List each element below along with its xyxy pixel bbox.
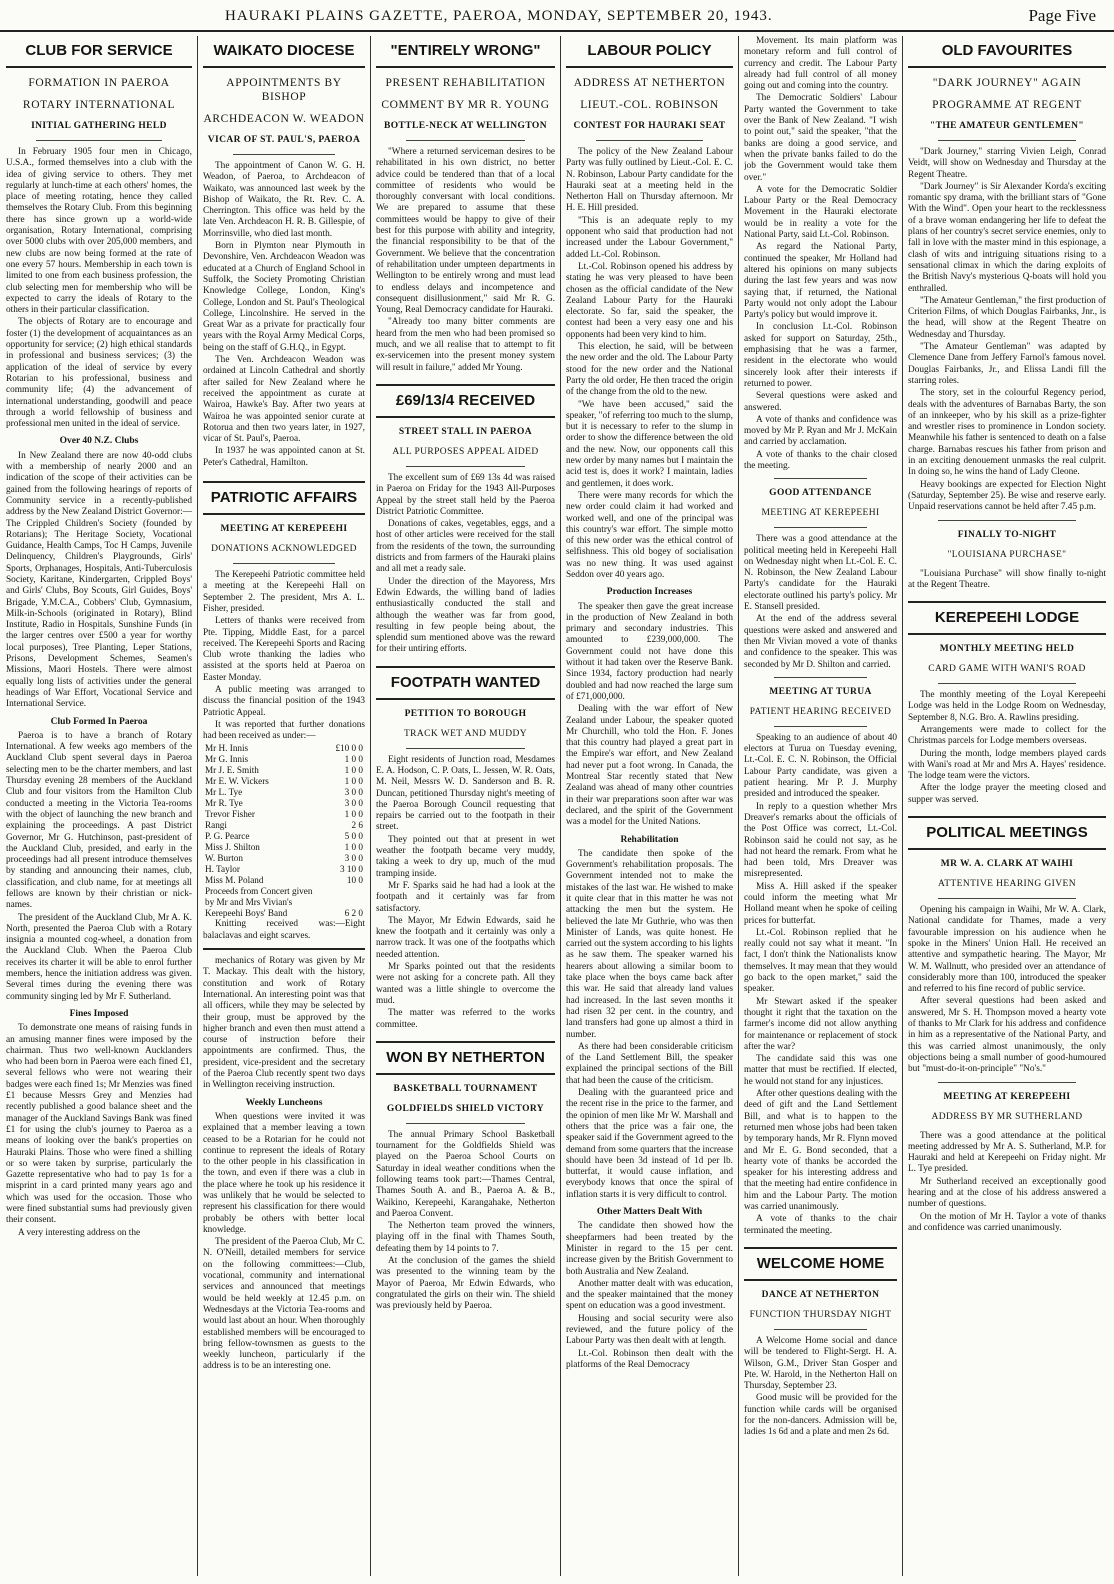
list-item: Miss M. Poland 10 0 [205, 875, 363, 886]
paragraph: Under the direction of the Mayoress, Mrs Edwin Edwards, the willing band of ladies enthusiastically conducted the stall and although the weather was far from good, resulting in few people being about, the splendid sum mentioned above was the reward for their untiring efforts. [376, 576, 555, 655]
paragraph: Dealing with the war effort of New Zealand under Labour, the speaker quoted Mr Churchill, who told the Hon. F. Jones that this country had played a great part in the Empire's war effort, and New Zealand had never put a foot wrong. In Canada, the Montreal Star recently stated that New Zealand was ahead of many other countries in their war preparations soon after war was declared, and the spirit of the Government was a model for the United Nations. [566, 704, 733, 828]
list-item: Trevor Fisher 1 0 0 [205, 809, 363, 820]
paragraph: A vote for the Democratic Soldier Labour Party or the Real Democracy Movement in the Hauraki electorate would be in reality a vote for the National Party, said Lt.-Col. Robinson. [744, 184, 897, 241]
paragraph: During the month, lodge members played cards with Wani's road at Mr and Mrs A. Hayes' residence. The lodge team were the victors. [908, 748, 1106, 782]
paragraph: As regard the National Party, continued the speaker, Mr Holland had altered his opinions on many subjects during the last few years and was now saying that, if returned, the National Party would not only adopt the Labour Party's policy but would improve it. [744, 242, 897, 321]
deck: INITIAL GATHERING HELD [31, 121, 167, 131]
deck: STREET STALL IN PAEROA [398, 426, 533, 437]
paragraph: After several questions had been asked and answered, Mr S. H. Thompson moved a hearty vote of thanks to Mr Clark for his address and confidence in him as a representative of the National Party, and this was carried almost unanimously, the only objections being a small number of good-humoured but "must-do-it-on-principle" "No's." [908, 996, 1106, 1075]
paragraph: "This is an adequate reply to my opponent who said that production had not increased under the Labour Government," added Lt.-Col. Robinson. [566, 215, 733, 260]
deck: FORMATION IN PAEROA [28, 77, 170, 89]
deck: TRACK WET AND MUDDY [403, 728, 528, 739]
deck: CONTEST FOR HAURAKI SEAT [573, 121, 726, 131]
list-item: P. G. Pearce 5 0 0 [205, 831, 363, 842]
paragraph: The Democratic Soldiers' Labour Party wanted the Government to take over the Bank of New Zealand. "I wish to point out," said the speaker, "that the banks are doing a good service, and when the private banks failed to do the job the Government would take them over." [744, 93, 897, 183]
deck: MEETING AT KEREPEEHI [220, 524, 348, 535]
subheading: Rehabilitation [620, 834, 679, 845]
paragraph: Lt.-Col. Robinson then dealt with the platforms of the Real Democracy [566, 1348, 733, 1370]
paragraph: Miss A. Hill asked if the speaker could inform the meeting what Mr Holland meant when he spoke of ceiling prices for butterfat. [744, 881, 897, 926]
paragraph: There was a good attendance at the political meeting held in Kerepeehi Hall on Wednesday night when Lt.-Col. E. C. N. Robinson, the New Zealand Labour Party's candidate for the Hauraki electorate outlined his party's policy. Mr E. Stansell presided. [744, 534, 897, 613]
deck: "LOUISIANA PURCHASE" [947, 549, 1067, 560]
subheading: Weekly Luncheons [245, 1097, 323, 1108]
headline: WELCOME HOME [756, 1254, 885, 1272]
deck: "DARK JOURNEY" AGAIN [932, 77, 1082, 89]
list-item: Mr J. E. Smith 1 0 0 [205, 765, 363, 776]
column-rule [560, 36, 561, 1576]
headline: CLUB FOR SERVICE [25, 42, 173, 59]
paragraph: Several questions were asked and answered. [744, 391, 897, 413]
subheading: GOOD ATTENDANCE [769, 488, 872, 499]
paragraph: "We have been accused," said the speaker, "of referring too much to the slump, but it is necessary to refer to the slump in order to show the difference between the old and the new. Now, our opponents call this new order by many names but I maintain the acid test is, does it work? I maintain, ladies and gentlemen, it does work. [566, 399, 733, 489]
paragraph: In conclusion Lt.-Col. Robinson asked for support on Saturday, 25th., emphasising that he was a farmer, resident in the electorate who would sincerely look after their interests if returned to power. [744, 322, 897, 389]
paragraph: On the motion of Mr H. Taylor a vote of thanks and confidence was carried unanimously. [908, 1211, 1106, 1233]
paragraph: Letters of thanks were received from Pte. Tipping, Middle East, for a parcel received. The Kerepeehi Sports and Racing Club wrote thanking the ladies who assisted at the sports held at Paeroa on Easter Monday. [203, 616, 365, 683]
deck: LIEUT.-COL. ROBINSON [580, 99, 719, 111]
headline: KEREPEEHI LODGE [934, 609, 1080, 627]
deck: ARCHDEACON W. WEADON [203, 113, 365, 125]
list-item: Mr H. Innis £10 0 0 [205, 743, 363, 754]
paragraph: The objects of Rotary are to encourage and foster (1) the development of acquaintances as an opportunity for service; (2) high ethical standards in professional and business services; (3) the application of the ideal of service by every Rotarian to his professional, business and community life; (4) the advancement of international understanding, goodwill and peace through a world fellowship of business and professional men united in the ideal of service. [6, 317, 192, 430]
paragraph: The appointment of Canon W. G. H. Weadon, of Paeroa, to Archdeacon of Waikato, was announced last week by the Bishop of Waikato, the Rt. Rev. C. A. Cherrington. This office was held by the late Ven. Archdeacon H. R. B. Gillespie, of Morrinsville, who died last month. [203, 161, 365, 239]
paragraph: Housing and social security were also reviewed, and the future policy of the Labour Party was then dealt with at length. [566, 1313, 733, 1347]
paragraph: Mr Sparks pointed out that the residents were not asking for a concrete path. All they wanted was a little shingle to overcome the mud. [376, 962, 555, 1006]
paragraph: A vote of thanks to the chair closed the meeting. [744, 449, 897, 471]
headline: OLD FAVOURITES [941, 42, 1073, 59]
subheading: FINALLY TO-NIGHT [957, 529, 1057, 540]
deck: CARD GAME WITH WANI'S ROAD [928, 664, 1086, 675]
column-rule [738, 36, 739, 1576]
deck: DONATIONS ACKNOWLEDGED [211, 544, 357, 555]
deck: FUNCTION THURSDAY NIGHT [749, 1309, 892, 1320]
paragraph: A very interesting address on the [18, 1227, 141, 1238]
deck: PRESENT REHABILITATION [385, 77, 546, 89]
paragraph: Mr Sutherland received an exceptionally good hearing and at the close of his address answered a number of questions. [908, 1176, 1106, 1210]
deck: GOLDFIELDS SHIELD VICTORY [386, 1103, 545, 1114]
donations-list [203, 743, 365, 919]
paragraph: Knitting received was:—Eight balaclavas and eight scarves. [203, 919, 365, 941]
paragraph: They pointed out that at present in wet weather the footpath became very muddy, taking a week to dry up, much of the mud tramping inside. [376, 834, 555, 879]
deck: PETITION TO BOROUGH [404, 708, 527, 719]
paragraph: The monthly meeting of the Loyal Kerepeehi Lodge was held in the Lodge Room on Wednesday, September 8, N.G. Bro. A. Rawlins presiding. [908, 690, 1106, 723]
deck: MR W. A. CLARK AT WAIHI [940, 859, 1074, 870]
column-4 [566, 36, 733, 1576]
column-1 [6, 36, 192, 1576]
paragraph: "Already too many bitter comments are heard from the men who had been promised so much, and we all realise that to attempt to fit ex-servicemen into the present money system will result in failure," added Mr Young. [376, 317, 555, 373]
paragraph: A vote of thanks and confidence was moved by Mr P. Ryan and Mr J. McKain and carried by acclamation. [744, 414, 897, 448]
paragraph: The president of the Auckland Club, Mr A. K. North, presented the Paeroa Club with a Rotary insignia a mounted cog-wheel, a donation from the Auckland Club. When the Paeroa Club receives its charter it will be able to enrol further members, hence the initiation address was given. Several times during the evening there was community singing led by Mr F. Sutherland. [6, 912, 192, 1002]
deck: BOTTLE-NECK AT WELLINGTON [384, 121, 547, 131]
column-6 [908, 36, 1106, 1576]
paragraph: There was a good attendance at the political meeting addressed by Mr A. S. Sutherland, M.P. for Hauraki and held at Kerepeehi on Friday night. Mr L. Tye presided. [908, 1130, 1106, 1175]
deck: ADDRESS AT NETHERTON [573, 77, 726, 89]
deck: COMMENT BY MR R. YOUNG [381, 99, 550, 111]
paragraph: The matter was referred to the works committee. [376, 1008, 555, 1030]
column-5 [744, 36, 897, 1576]
paragraph: In reply to a question whether Mrs Dreaver's remarks about the officials of the Post Office was correct, Lt.-Col. Robinson said he could not say, as he had not heard the remark. From what he had been told, Mrs Dreaver was misrepresented. [744, 801, 897, 880]
paragraph: A vote of thanks to the chair terminated the meeting. [744, 1214, 897, 1236]
paragraph: "The Amateur Gentleman," the first production of Criterion Films, of which Douglas Fairbanks, Jnr., is the head, will show at the Regent Theatre on Wednesday and Thursday. [908, 295, 1106, 340]
list-item: W. Burton 3 0 0 [205, 853, 363, 864]
subheading: Fines Imposed [69, 1008, 129, 1019]
deck: DANCE AT NETHERTON [761, 1289, 880, 1300]
deck: ROTARY INTERNATIONAL [22, 99, 176, 111]
paragraph: There were many records for which the new order could claim it had worked and worked well, and one of the principal was this country's war effort. The simple motto of this new order was the ethical control of selfishness. This old bogey of socialisation was no new thing. It was used against Seddon over 40 years ago. [566, 490, 733, 580]
paragraph: Dealing with the guaranteed price and the recent rise in the price to the farmer, and the opinion of men like Mr W. Marshall and others that the price was a fair one, the speaker said if the Government agreed to the demand from some quarters that the increase should have been 3d instead of 1d per lb. butterfat, it would cause inflation, and everybody knows that once the spiral of inflation starts it is very difficult to control. [566, 1088, 733, 1200]
paragraph: Heavy bookings are expected for Election Night (Saturday, September 25). Be wise and reserve early. Unpaid reservations cannot be held after 7.45 p.m. [908, 479, 1106, 513]
deck: ATTENTIVE HEARING GIVEN [938, 879, 1076, 890]
paragraph: "Louisiana Purchase" will show finally to-night at the Regent Theatre. [908, 568, 1106, 590]
deck: ADDRESS BY MR SUTHERLAND [931, 1111, 1083, 1122]
list-item: Proceeds from Concert given by Mr and Mrs Vivian's Kerepeehi Boys' Band 6 2 0 [205, 886, 363, 919]
paragraph: The candidate said this was one matter that must be rectified. If elected, he would not stand for any injustices. [744, 1054, 897, 1087]
paragraph: "Dark Journey," starring Vivien Leigh, Conrad Veidt, will show on Wednesday and Thursday at the Regent Theatre. [908, 147, 1106, 180]
paragraph: Lt.-Col. Robinson replied that he really could not say what it meant. "In fact, I don't think the Nationalists know themselves. It may mean that they would go back to the open market," said the speaker. [744, 927, 897, 995]
paragraph: Mr Stewart asked if the speaker thought it right that the taxation on the farmer's income did not allow anything for maintenance or replacement of stock after the war? [744, 996, 897, 1052]
paragraph: "Dark Journey" is Sir Alexander Korda's exciting romantic spy drama, with the brilliant stars of "Gone With the Wind". Open your heart to the recklessness of a brave woman endangering her life to defeat the plans of her country's secret service enemies, only to fall in love with the master mind in this espionage, a clash of wits and intriguing situations rising to a sensational climax in which the daring exploits of the British Navy's mysterious Q-boats will hold you enthralled. [908, 181, 1106, 294]
paragraph: "The Amateur Gentleman" was adapted by Clemence Dane from Jeffery Farnol's famous novel. Douglas Fairbanks, Jr., and Elissa Landi fill the starring roles. [908, 342, 1106, 386]
deck: "THE AMATEUR GENTLEMEN" [929, 121, 1085, 131]
paragraph: The excellent sum of £69 13s 4d was raised in Paeroa on Friday for the 1943 All-Purposes Appeal by the street stall held by the Paeroa District Patriotic Committee. [376, 472, 555, 517]
paragraph: It was reported that further donations had been received as under:— [203, 719, 365, 742]
paragraph: In New Zealand there are now 40-odd clubs with a membership of nearly 2000 and an indication of the scope of their activities can be gained from the following hearings of reports of Community service in a recently-published address by the New Zealand District Governor:—The Crippled Children's Society (founded by Rotarians); The Heritage Society, Vocational Guidance, Health Camps, Toc H Camps, Juvenile Delinquency, Children's Playgrounds, Girls' Sports, Orphanages, Hospitals, Anti-Tuberculosis Society, Karitane, Kindergarten, Crippled Boys' and Girls' Clubs, Boy Scouts, Girl Guides, Boys' Brigade, Y.M.C.A., Cobbers' Club, Gymnasium, Milk-in-Schools (originated in Rotary), Blind Institute, Radio in Hospitals, Sunshine Funds (in the larger centres over £500 a year for worthy local purposes), Tree Planting, Leper Stations, Prisons, Development Schemes, Seamen's Missions, Maori Hostels. There were almost equally long lists of activities under the general headings of War Effort, Vocational Service and International Service. [6, 450, 192, 710]
paragraph: At the conclusion of the games the shield was presented to the winning team by the Mayor of Paeroa, Mr Edwin Edwards, who congratulated the girls on their win. The shield was previously held by Paeroa. [376, 1256, 555, 1312]
paragraph: The policy of the New Zealand Labour Party was fully outlined by Lieut.-Col. E. C. N. Robinson, Labour Party candidate for the Hauraki seat at a meeting held in the Netherton Hall on Thursday afternoon. Mr H. E. Hill presided. [566, 147, 733, 214]
paragraph: The Kerepeehi Patriotic committee held a meeting at the Kerepeehi Hall on September 2. The president, Mrs A. L. Fisher, presided. [203, 570, 365, 614]
paragraph: The annual Primary School Basketball tournament for the Goldfields Shield was played on the Paeroa School Courts on Saturday in ideal weather conditions when the following teams took part:—Thames Central, Thames South A. and B., Paeroa A. & B., Waikino, Kerepeehi, Karangahake, Netherton and Paeroa Convent. [376, 1129, 555, 1219]
paragraph: "Where a returned serviceman desires to be rehabilitated in his own district, no better advice could be tendered than that of a local committee of residents who would be thoroughly conversant with local conditions. We are prepared to assume that these committees would be happy to give of their best for this purpose with ability and integrity, the financial responsibility to be that of the Government. We believe that the concentration of rehabilitation under umpteen departments in Wellington to be entirely wrong and must lead to endless delays and incompetence and consequent disillusionment," said Mr R. G. Young, Real Democracy candidate for Hauraki. [376, 147, 555, 316]
column-2 [203, 36, 365, 1576]
paragraph: A Welcome Home social and dance will be tendered to Flight-Sergt. H. A. Wilson, G.M., Driver Stan Gosper and Pte. W. Harold, in the Netherton Hall on Thursday, September 23. [744, 1335, 897, 1392]
subheading: MEETING AT KEREPEEHI [943, 1091, 1071, 1102]
paragraph: After other questions dealing with the deed of gift and the Land Settlement Bill, and what is to happen to the returned men whose jobs had been taken by temporary hands, Mr R. Flynn moved and Mr E. G. Bond seconded, that a hearty vote of thanks be accorded the speaker for his interesting address and that the meeting had entire confidence in him and the Labour Party. The motion was carried unanimously. [744, 1089, 897, 1213]
page-number: Page Five [1028, 6, 1096, 25]
paragraph: Movement. Its main platform was monetary reform and full control of currency and credit. The Labour Party already had full control of all money going out and coming into the country. [744, 36, 897, 92]
paragraph: The speaker then gave the great increase in the production of New Zealand in both primary and secondary industries. This amounted to £239,000,000. The Government could not have done this without it had taken over the Reserve Bank. Since 1934, factory production had nearly doubled and had now reached the large sum of £71,000,000. [566, 601, 733, 702]
column-3 [376, 36, 555, 1576]
subheading: Club Formed In Paeroa [50, 716, 148, 727]
paragraph: In 1937 he was appointed canon at St. Peter's Cathedral, Hamilton. [203, 446, 365, 468]
paragraph: Donations of cakes, vegetables, eggs, and a host of other articles were received for the stall from the residents of the town, the surrounding districts and from farmers of the Hauraki plains and all met a ready sale. [376, 519, 555, 575]
masthead [0, 0, 1114, 32]
paragraph: When questions were invited it was explained that a member leaving a town ceased to be a Rotarian for he could not continue to represent the ideals of Rotary to the other people in his classification in the town, and even if there was a club in the place where he took up his residence it was unlikely that he would be selected to represent his classification for there would probably be others with better local knowledge. [203, 1111, 365, 1235]
subheading: Over 40 N.Z. Clubs [59, 436, 139, 447]
paragraph: mechanics of Rotary was given by Mr T. Mackay. This dealt with the history, constitution and work of Rotary International. An interesting point was that all officers, while they may be selected by their group, must be approved by the higher branch and even then must attend a course of instruction before their appointments are confirmed. Thus, the president, vice-president and the secretary of the Paeroa Club recently spent two days in Wellington receiving instruction. [203, 956, 365, 1091]
newspaper-title: HAURAKI PLAINS GAZETTE, PAEROA, MONDAY, SEPTEMBER 20, 1943. [225, 8, 773, 24]
headline: PATRIOTIC AFFAIRS [210, 489, 358, 507]
list-item: Miss J. Shilton 1 0 0 [205, 842, 363, 853]
paragraph: The Ven. Archdeacon Weadon was ordained at Lincoln Cathedral and shortly after sailed for New Zealand where he received the appointment as curate at Wairoa, Hawke's Bay. After two years at Wairoa he was appointed senior curate at Rotorua and then two years later, in 1927, vicar of St. Paul's, Paeroa. [203, 355, 365, 445]
list-item: Mr G. Innis 1 0 0 [205, 754, 363, 765]
deck: MONTHLY MEETING HELD [939, 644, 1075, 655]
paragraph: Mr F. Sparks said he had had a look at the footpath and it certainly was far from satisfactory. [376, 880, 555, 914]
paragraph: The candidate then spoke of the Government's rehabilitation proposals. The Government intended not to make the mistakes of the last war. He wished to make it quite clear that in this matter he was not attacking the men but the system. He believed the late Mr Guthrie, who was then Minister of Lands, was quite honest. He carried out the system according to his lights as he saw them. The speaker warned his hearers about allowing a similar boom to take place when the boys came back after this war. He said that already land values had increased. In the last seven months it had risen 32 per cent. in the country, and land transfers had gone up almost a third in number. [566, 848, 733, 1040]
deck: MEETING AT KEREPEEHI [761, 508, 880, 519]
list-item: Mr R. Tye 3 0 0 [205, 798, 363, 809]
paragraph: At the end of the address several questions were asked and answered and then Mr Vivian moved a vote of thanks and confidence to the speaker. This was seconded by Mr D. Shilton and carried. [744, 614, 897, 670]
paragraph: Another matter dealt with was education, and the speaker maintained that the money spent on education was a good investment. [566, 1278, 733, 1312]
paragraph: A public meeting was arranged to discuss the financial position of the 1943 Patriotic Appeal. [203, 684, 365, 718]
paragraph: Arrangements were made to collect for the Christmas parcels for Lodge members overseas. [908, 724, 1106, 747]
paragraph: This election, he said, will be between the new order and the old. The Labour Party stood for the new order and the National Party the old order, He then traced the origin of the change from the old to the new. [566, 342, 733, 398]
paragraph: Born in Plymton near Plymouth in Devonshire, Ven. Archdeacon Weadon was educated at a Church of England School in Suffolk, the Society Promoting Christian Knowledge College, London, King's College, London and St. Paul's Theological College, Lincolnshire. He served in the Great War as a private for practically four years with the Royal Army Medical Corps, being on the staff of G.H.Q., in Egypt. [203, 241, 365, 353]
deck: BASKETBALL TOURNAMENT [393, 1083, 538, 1094]
paragraph: The candidate then showed how the sheepfarmers had been treated by the Minister in regard to the 15 per cent. increase given by the British Government to both Australia and New Zealand. [566, 1221, 733, 1277]
headline: "ENTIRELY WRONG" [390, 42, 541, 59]
paragraph: Opening his campaign in Waihi, Mr W. A. Clark, National candidate for Thames, made a very favourable impression on his audience when he spoke in the Miners' Union Hall. He received an attentive and sympathetic hearing. The Mayor, Mr W. M. Wallnutt, who presided over an attendance of considerably more than 100, introduced the speaker and referred to his fine record of public service. [908, 905, 1106, 995]
list-item: Mr E. W. Vickers 1 0 0 [205, 776, 363, 787]
paragraph: Eight residents of Junction road, Mesdames E. A. Hodson, C. P. Oats, L. Jessen, W. R. Oats, M. Neil, Messrs W. D. Sanderson and B. R. Duncan, petitioned Thursday night's meeting of the Paeroa Borough Council requesting that repairs be carried out to the footpath in their street. [376, 754, 555, 833]
column-rule [197, 36, 198, 1576]
list-item: H. Taylor 3 10 0 [205, 864, 363, 875]
paragraph: Speaking to an audience of about 40 electors at Turua on Tuesday evening, Lt.-Col. E. C. N. Robinson, the Official Labour Party candidate, was given a patient hearing. Mr P. J. Murphy presided and introduced the speaker. [744, 732, 897, 800]
subheading: MEETING AT TURUA [769, 686, 872, 697]
paragraph: After the lodge prayer the meeting closed and supper was served. [908, 783, 1106, 805]
paragraph: Good music will be provided for the function while cards will be organised for the non-dancers. Admission will be, ladies 1s 6d and a plate and men 2s 6d. [744, 1393, 897, 1438]
headline: FOOTPATH WANTED [390, 673, 541, 691]
deck: PROGRAMME AT REGENT [932, 99, 1082, 111]
column-rule [370, 36, 371, 1576]
headline: WON BY NETHERTON [386, 1048, 545, 1066]
paragraph: The president of the Paeroa Club, Mr C. N. O'Neill, detailed members for service on the following committees:—Club, vocational, community and international services and announced that meetings would be held weekly at 12.45 p.m. on Wednesdays at the Victoria Tea-rooms and would last about an hour. When thoroughly established members will be encouraged to bring fellow-townsmen as guests to the weekly luncheon, particularly if the address is to be an interesting one. [203, 1237, 365, 1372]
headline: WAIKATO DIOCESE [213, 42, 355, 59]
deck: PATIENT HEARING RECEIVED [749, 706, 892, 717]
paragraph: To demonstrate one means of raising funds in an amusing manner fines were imposed by the chairman. Thus two well-known Aucklanders who had been born in Paeroa were each fined £1, several fellows who were not wearing their badges were each fined 1s; Mr Menzies was fined £1 because Messrs Grey and Menzies had recently published a good balance sheet and the manager of the Auckland Savings Bank was fined £1 for using the club's journey to Paeroa as a means of looking over the bank's properties on Hauraki Plains. Those who were fined a shilling or so were taken by surprise, particularly the Gazette representative who had to pay 1s for a misprint in a card printed many years ago and which was used for the occasion. Those who were fined substantial sums had previously given their consent. [6, 1023, 192, 1226]
subheading: Other Matters Dealt With [596, 1207, 703, 1218]
list-item: Rangi 2 6 [205, 820, 363, 831]
paragraph: The Netherton team proved the winners, playing off in the final with Thames South, defeating them by 14 points to 7. [376, 1221, 555, 1254]
headline: POLITICAL MEETINGS [926, 824, 1088, 842]
paragraph: Paeroa is to have a branch of Rotary International. A few weeks ago members of the Auckland Club spent several days in Paeroa selecting men to be the charter members, and last Thursday evening 28 members of the Auckland Club and four visitors from the Hamilton Club conducted a meeting in the Victoria Tea-rooms with the object of launching the new branch and explaining the proceedings. A past District Governor, Mr G. Hutchinson, past-president of the Auckland Club, presided, and early in the proceedings had all present introduce themselves by standing and announcing their names, club, classification, and club name, for at meetings all fellows are known by their christian or nick-names. [6, 730, 192, 911]
deck: VICAR OF ST. PAUL'S, PAEROA [207, 135, 361, 145]
headline: £69/13/4 RECEIVED [395, 391, 536, 409]
deck: APPOINTMENTS BY BISHOP [226, 77, 342, 103]
paragraph: Lt.-Col. Robinson opened his address by stating he was very pleased to have been chosen as the official candidate of the New Zealand Labour Party for the Hauraki electorate. So far, said the speaker, the contest had been a very easy one and his opponents had been very kind to him. [566, 261, 733, 340]
deck: ALL PURPOSES APPEAL AIDED [392, 446, 539, 457]
paragraph: The story, set in the colourful Regency period, deals with the adventures of Barnabas Barty, the son of an innkeeper, who by his skill as a prize-fighter and wrestler rises to prominence in London society. Meanwhile his father is sentenced to death on a false charge. Barnabas rescues his father from prison and in an exciting denouement unmasks the real culprit. In doing so, he wins the hand of Lady Cleone. [908, 388, 1106, 478]
paragraph: As there had been considerable criticism of the Land Settlement Bill, the speaker explained the principal sections of the Bill that had been the cause of the criticism. [566, 1041, 733, 1086]
headline: LABOUR POLICY [587, 42, 712, 59]
list-item: Mr L. Tye 3 0 0 [205, 787, 363, 798]
subheading: Production Increases [606, 587, 693, 598]
paragraph: The Mayor, Mr Edwin Edwards, said he knew the footpath and it certainly was only a narrow track. It was one of the footpaths which needed attention. [376, 915, 555, 960]
paragraph: In February 1905 four men in Chicago, U.S.A., formed themselves into a club with the idea of giving service to others. They met regularly at lunch-time at each others' homes, the place of meeting rotating, hence they called themselves the Rotary Club. From this beginning there has since grown up a world-wide organisation, Rotary International, comprising over 5000 clubs with over 205,000 members, and new clubs are now being formed at the rate of one every 57 hours. Membership in each town is limited to one from each business profession, the club selecting men for membership who will be expected to carry the ideals of Rotary to the others in their particular classification. [6, 147, 192, 316]
column-rule [902, 36, 903, 1576]
